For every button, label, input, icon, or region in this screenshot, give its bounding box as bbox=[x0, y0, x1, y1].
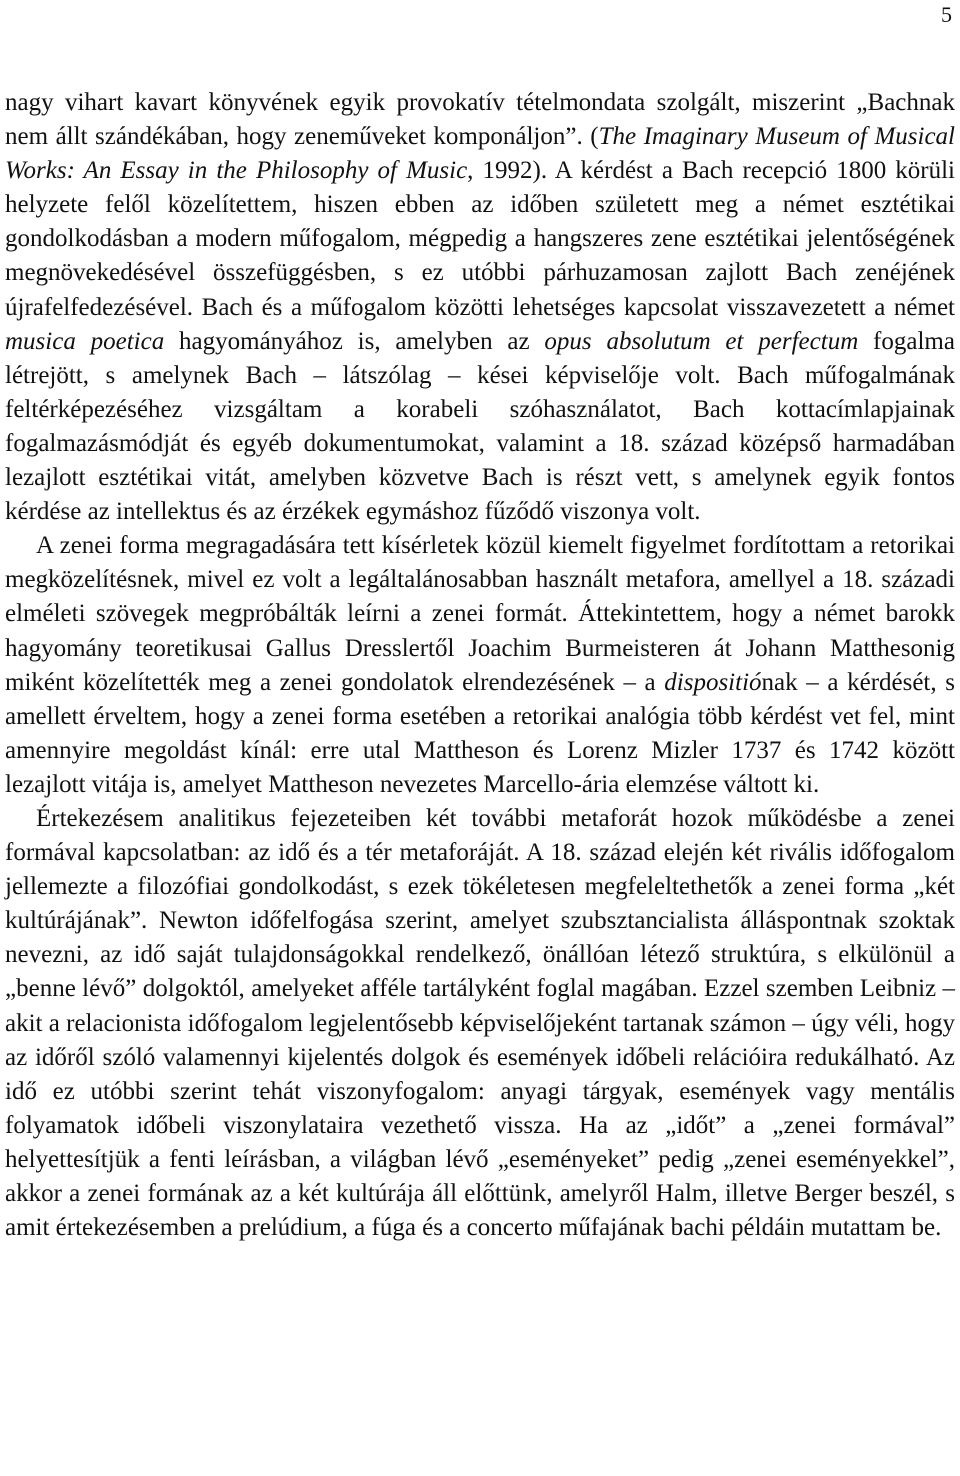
text-segment: Értekezésem analitikus fejezeteiben két további metaforát hozok működésbe a zenei formával kapcsolatban: az idő és a tér metaforáját. A 18. század elején két rivális időfogalom jellemezte a filozófiai gondolkodást, s ezek tökéletesen megfeleltethetők a zenei forma „két kultúrájának”. Newton időfelfogása szerint, amelyet szubsztancialista álláspontnak szoktak nevezni, az idő saját tulajdonságokkal rendelkező, önállóan létező struktúra, s elkülönül a „benne lévő” dolgoktól, amelyeket afféle tartályként foglal magában. Ezzel szemben Leibniz – akit a relacionista időfogalom legjelentősebb képviselőjeként tartanak számon – úgy véli, hogy az időről szóló valamennyi kijelentés dolgok és események időbeli relációira redukálható. Az idő ez utóbbi szerint tehát viszonyfogalom: anyagi tárgyak, események vagy mentális folyamatok időbeli viszonylataira vezethető vissza. Ha az „időt” a „zenei formával” helyettesítjük a fenti leírásban, a világban lévő „eseményeket” pedig „zenei eseményekkel”, akkor a zenei formának az a két kultúrája áll előttünk, amelyről Halm, illetve Berger beszél, s amit értekezésemben a prelúdium, a fúga és a concerto műfajának bachi példáin mutattam be. bbox=[5, 804, 955, 1242]
text-segment: A zenei forma megragadására tett kísérletek közül kiemelt figyelmet fordítottam a retorikai megközelítésnek, mivel ez volt a legáltalánosabban használt metafora, amellyel a 18. századi elméleti szövegek megpróbálták leírni a zenei formát. Áttekintettem, hogy a német barokk hagyomány teoretikusai Gallus Dresslertől Joachim Burmeisteren át Johann Matthesonig miként közelítették meg a zenei gondolatok elrendezésének – a bbox=[5, 532, 955, 696]
page-number: 5 bbox=[941, 2, 952, 27]
italic-text: opus absolutum et perfectum bbox=[544, 327, 859, 355]
paragraph-1 bbox=[5, 86, 955, 529]
paragraph-2 bbox=[5, 529, 955, 802]
text-segment: nagy vihart kavart könyvének egyik provokatív tételmondata szolgált, miszerint „Bachnak nem állt szándékában, hogy zeneműveket komponáljon”. ( bbox=[5, 89, 955, 151]
text-segment: fogalma létrejött, s amelynek Bach – látszólag – kései képviselője volt. Bach műfogalmának feltérképezéséhez vizsgáltam a korabeli szóhasználatot, Bach kottacímlapjainak fogalmazásmódját és egyéb dokumentumokat, valamint a 18. század középső harmadában lezajlott esztétikai vitát, amelyben közvetve Bach is részt vett, s amelynek egyik fontos kérdése az intellektus és az érzékek egymáshoz fűződő viszonya volt. bbox=[5, 327, 955, 526]
paragraph-3 bbox=[5, 802, 955, 1245]
italic-text: musica poetica bbox=[5, 327, 165, 355]
body-text bbox=[5, 86, 955, 1245]
text-segment: nak – a kérdését, s amellett érveltem, hogy a zenei forma esetében a retorikai analógia több kérdést vet fel, mint amennyire megoldást kínál: erre utal Mattheson és Lorenz Mizler 1737 és 1742 között lezajlott vitája is, amelyet Mattheson nevezetes Marcello-ária elemzése váltott ki. bbox=[5, 668, 955, 798]
text-segment: , 1992). A kérdést a Bach recepció 1800 körüli helyzete felől közelítettem, hiszen ebben az időben született meg a német esztétikai gondolkodásban a modern műfogalom, mégpedig a hangszeres zene esztétikai jelentőségének megnövekedésével összefüggésben, s ez utóbbi párhuzamosan zajlott Bach zenéjének újrafelfedezésével. Bach és a műfogalom közötti lehetséges kapcsolat visszavezetett a német bbox=[5, 157, 955, 321]
text-segment: hagyományához is, amelyben az bbox=[164, 327, 545, 355]
italic-text: dispositió bbox=[664, 668, 762, 696]
italic-text: The Imaginary Museum of Musical Works: An Essay in the Philosophy of Music bbox=[5, 123, 955, 185]
